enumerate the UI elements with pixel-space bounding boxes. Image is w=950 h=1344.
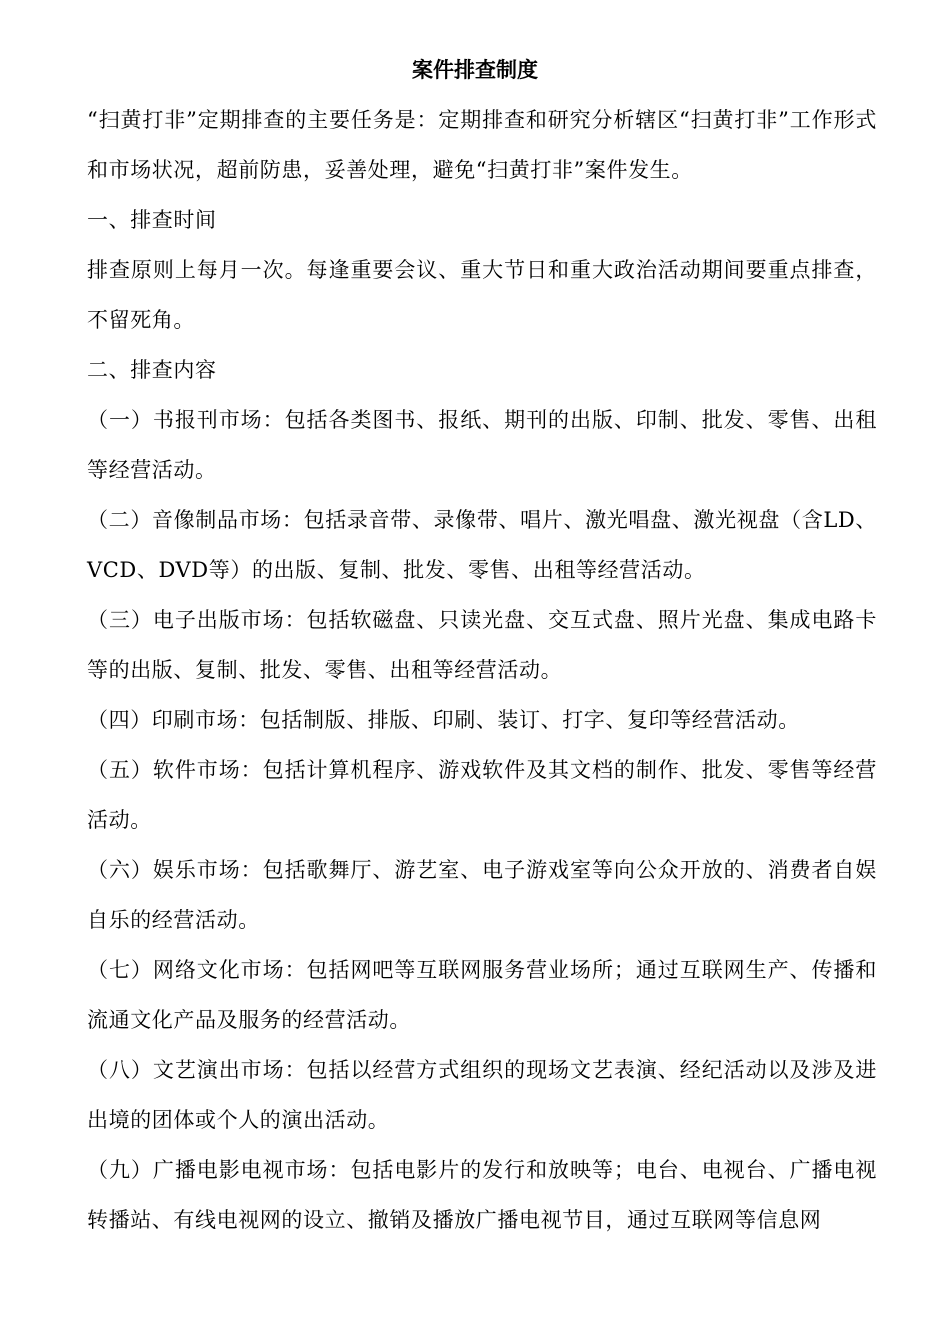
content-item-4: （四）印刷市场：包括制版、排版、印刷、装订、打字、复印等经营活动。 bbox=[87, 708, 800, 732]
content-item-1: （一）书报刊市场：包括各类图书、报纸、期刊的出版、印制、批发、零售、出租等经营活动。 bbox=[87, 408, 877, 482]
content-item-3: （三）电子出版市场：包括软磁盘、只读光盘、交互式盘、照片光盘、集成电路卡等的出版、复制、批发、零售、出租等经营活动。 bbox=[87, 608, 877, 682]
content-item-5: （五）软件市场：包括计算机程序、游戏软件及其文档的制作、批发、零售等经营活动。 bbox=[87, 758, 877, 832]
section-heading-content: 二、排查内容 bbox=[87, 358, 217, 382]
document-body bbox=[87, 95, 877, 1245]
time-paragraph: 排查原则上每月一次。每逢重要会议、重大节日和重大政治活动期间要重点排查，不留死角。 bbox=[87, 258, 877, 332]
content-item-7: （七）网络文化市场：包括网吧等互联网服务营业场所；通过互联网生产、传播和流通文化产品及服务的经营活动。 bbox=[87, 958, 877, 1032]
document-title: 案件排查制度 bbox=[412, 58, 538, 82]
content-item-2: （二）音像制品市场：包括录音带、录像带、唱片、激光唱盘、激光视盘（含LD、VCD、DVD等）的出版、复制、批发、零售、出租等经营活动。 bbox=[87, 508, 877, 582]
section-heading-time: 一、排查时间 bbox=[87, 208, 217, 232]
content-item-6: （六）娱乐市场：包括歌舞厅、游艺室、电子游戏室等向公众开放的、消费者自娱自乐的经营活动。 bbox=[87, 858, 877, 932]
intro-paragraph: “扫黄打非”定期排查的主要任务是：定期排查和研究分析辖区“扫黄打非”工作形式和市场状况，超前防患，妥善处理，避免“扫黄打非”案件发生。 bbox=[87, 108, 877, 182]
content-item-8: （八）文艺演出市场：包括以经营方式组织的现场文艺表演、经纪活动以及涉及进出境的团体或个人的演出活动。 bbox=[87, 1058, 877, 1132]
content-item-9: （九）广播电影电视市场：包括电影片的发行和放映等；电台、电视台、广播电视转播站、有线电视网的设立、撤销及播放广播电视节目，通过互联网等信息网 bbox=[87, 1158, 877, 1232]
